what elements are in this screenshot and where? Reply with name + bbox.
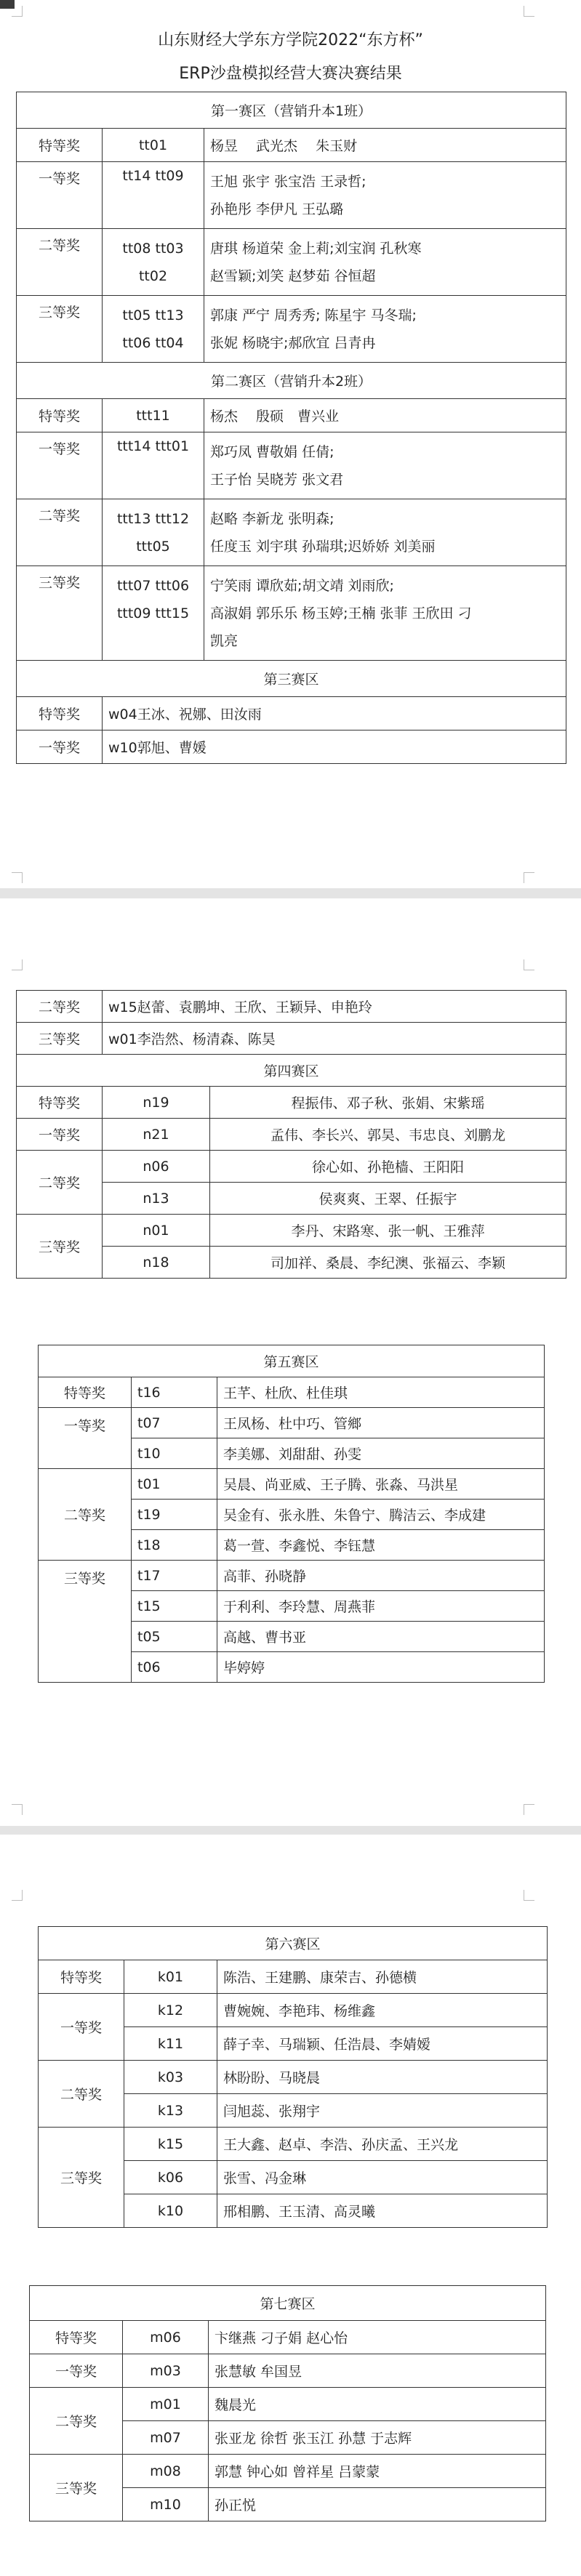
team-id — [103, 566, 204, 661]
team-id: ttt14 ttt01 — [103, 432, 204, 499]
members-line: 高淑娟 郭乐乐 杨玉婷;王楠 张菲 王欣田 刁 — [210, 605, 472, 621]
results-table-sections-1-3 — [16, 92, 566, 764]
section-header: 第七赛区 — [30, 2286, 546, 2321]
award-label: 三等奖 — [39, 1561, 132, 1683]
members: 陈浩、王建鹏、康荣吉、孙德横 — [217, 1960, 548, 1994]
members: 曹婉婉、李艳玮、杨维鑫 — [217, 1994, 548, 2027]
award-label: 一等奖 — [17, 432, 103, 499]
members — [204, 162, 566, 229]
members-line: 赵略 李新龙 张明森; — [210, 510, 334, 527]
award-label: 特等奖 — [17, 1087, 103, 1119]
members-line: 赵雪颖;刘笑 赵梦茹 谷恒超 — [210, 267, 376, 284]
team-id — [103, 296, 204, 363]
members — [204, 432, 566, 499]
team-id: t19 — [132, 1500, 217, 1530]
members: 闫旭蕊、张翔宇 — [217, 2094, 548, 2128]
team-id: t05 — [132, 1622, 217, 1652]
crop-mark — [12, 1804, 23, 1815]
members-line: 孙艳彤 李伊凡 王弘璐 — [210, 201, 344, 217]
award-label: 特等奖 — [39, 1377, 132, 1408]
section-header: 第四赛区 — [17, 1055, 566, 1087]
team-id: m08 — [123, 2455, 209, 2488]
team-id: tt14 tt09 — [103, 162, 204, 229]
team-and-members: w04王冰、祝娜、田汝雨 — [103, 697, 566, 730]
document-title: 山东财经大学东方学院2022“东方杯” — [158, 31, 423, 49]
award-label: 二等奖 — [30, 2388, 123, 2455]
members: 吴金有、张永胜、朱鲁宁、腾洁云、李成建 — [217, 1500, 545, 1530]
award-label: 特等奖 — [30, 2321, 123, 2354]
document-page-2 — [0, 898, 581, 1826]
members: 于利利、李玲慧、周燕菲 — [217, 1591, 545, 1622]
team-and-members: w15赵蕾、袁鹏坤、王欣、王颖异、申艳玲 — [103, 991, 566, 1023]
team-id: k13 — [124, 2094, 217, 2128]
team-id: k01 — [124, 1960, 217, 1994]
members: 张亚龙 徐哲 张玉江 孙慧 于志辉 — [209, 2421, 546, 2455]
members: 吴晨、尚亚威、王子腾、张淼、马洪星 — [217, 1469, 545, 1500]
team-id: n18 — [103, 1247, 210, 1279]
award-label: 三等奖 — [39, 2128, 124, 2228]
team-id: k11 — [124, 2027, 217, 2061]
crop-mark — [12, 1890, 23, 1901]
crop-mark — [524, 1890, 534, 1901]
team-line: tt08 tt03 — [122, 240, 184, 257]
award-label: 二等奖 — [39, 2061, 124, 2128]
team-id: k03 — [124, 2061, 217, 2094]
team-id: tt01 — [103, 129, 204, 162]
team-line: ttt05 — [136, 538, 170, 555]
members — [204, 296, 566, 363]
members: 王凤杨、杜中巧、管鄉 — [217, 1408, 545, 1438]
award-label: 二等奖 — [17, 991, 103, 1023]
team-line: ttt13 ttt12 — [116, 510, 190, 527]
members: 王芊、杜欣、杜佳琪 — [217, 1377, 545, 1408]
section-header: 第三赛区 — [17, 661, 566, 697]
members — [204, 229, 566, 296]
members — [204, 566, 566, 661]
crop-mark — [12, 872, 23, 883]
members: 薛子幸、马瑞颖、任浩晨、李婧嫒 — [217, 2027, 548, 2061]
team-id: t06 — [132, 1652, 217, 1683]
team-and-members: w10郭旭、曹媛 — [103, 730, 566, 764]
team-id: t07 — [132, 1408, 217, 1438]
team-id: ttt11 — [103, 399, 204, 432]
team-id: k10 — [124, 2194, 217, 2228]
award-label: 特等奖 — [17, 697, 103, 730]
award-label: 三等奖 — [17, 296, 103, 363]
members: 王大鑫、赵卓、李浩、孙庆孟、王兴龙 — [217, 2128, 548, 2161]
crop-mark — [12, 959, 23, 970]
award-label: 二等奖 — [17, 499, 103, 566]
team-id: k15 — [124, 2128, 217, 2161]
team-id: k12 — [124, 1994, 217, 2027]
section-header: 第二赛区（营销升本2班） — [17, 363, 566, 399]
team-and-members: w01李浩然、杨清森、陈昊 — [103, 1023, 566, 1055]
results-table-section-7 — [29, 2285, 546, 2521]
members: 孙正悦 — [209, 2488, 546, 2521]
members-line: 郑巧凤 曹敬娟 任倩; — [210, 443, 334, 460]
team-id: t01 — [132, 1469, 217, 1500]
document-subtitle: ERP沙盘模拟经营大赛决赛结果 — [179, 65, 402, 83]
crop-mark — [524, 1804, 534, 1815]
document-page-1 — [0, 0, 581, 888]
members: 李美娜、刘甜甜、孙雯 — [217, 1438, 545, 1469]
members: 郭慧 钟心如 曾祥星 吕蒙蒙 — [209, 2455, 546, 2488]
members: 张慧敏 牟国昱 — [209, 2354, 546, 2388]
members: 毕婷婷 — [217, 1652, 545, 1683]
results-table-section-3-cont — [16, 990, 566, 1055]
section-header: 第一赛区（营销升本1班） — [17, 92, 566, 129]
members: 魏晨光 — [209, 2388, 546, 2421]
members: 林盼盼、马晓晨 — [217, 2061, 548, 2094]
award-label: 特等奖 — [17, 399, 103, 432]
award-label: 二等奖 — [39, 1469, 132, 1561]
crop-mark — [12, 6, 23, 17]
members-line: 凯亮 — [210, 632, 239, 649]
award-label: 特等奖 — [17, 129, 103, 162]
members-line: 宁笑雨 谭欣茹;胡文靖 刘雨欣; — [210, 577, 394, 594]
award-label: 三等奖 — [30, 2455, 123, 2521]
members: 卞继燕 刁子娟 赵心怡 — [209, 2321, 546, 2354]
team-id: n19 — [103, 1087, 210, 1119]
members-line: 郭康 严宁 周秀秀; 陈星宇 马冬瑞; — [210, 307, 417, 323]
team-line: tt02 — [138, 267, 168, 284]
section-header: 第五赛区 — [39, 1345, 545, 1377]
award-label: 三等奖 — [17, 566, 103, 661]
team-line: ttt07 ttt06 — [116, 578, 190, 594]
team-id: t18 — [132, 1530, 217, 1561]
team-line: tt06 tt04 — [122, 334, 184, 351]
members: 司加祥、桑晨、李纪澳、张福云、李颖 — [210, 1247, 566, 1279]
award-label: 一等奖 — [39, 1994, 124, 2061]
award-label: 一等奖 — [17, 1119, 103, 1151]
members-line: 王旭 张宇 张宝浩 王录哲; — [210, 173, 366, 190]
members-line: 唐琪 杨道荣 金上莉;刘宝润 孔秋寒 — [210, 240, 422, 257]
team-id: m03 — [123, 2354, 209, 2388]
award-label: 特等奖 — [39, 1960, 124, 1994]
section-header: 第六赛区 — [39, 1927, 548, 1960]
award-label: 一等奖 — [17, 162, 103, 229]
results-table-section-6 — [38, 1926, 548, 2228]
members: 李丹、宋路寒、张一帆、王雅萍 — [210, 1215, 566, 1247]
members: 张雪、冯金琳 — [217, 2161, 548, 2194]
document-page-3 — [0, 1835, 581, 2576]
award-label: 三等奖 — [17, 1215, 103, 1279]
award-label: 二等奖 — [17, 229, 103, 296]
results-table-section-5 — [38, 1345, 545, 1683]
members: 葛一萱、李鑫悦、李钰慧 — [217, 1530, 545, 1561]
members: 高越、曹书亚 — [217, 1622, 545, 1652]
members: 程振伟、邓子秋、张娟、宋紫瑶 — [210, 1087, 566, 1119]
team-id: n13 — [103, 1183, 210, 1215]
members-line: 任度玉 刘宇琪 孙瑞琪;迟娇娇 刘美丽 — [210, 538, 436, 555]
award-label: 一等奖 — [39, 1408, 132, 1469]
team-id: n06 — [103, 1151, 210, 1183]
team-id: m06 — [123, 2321, 209, 2354]
members: 孟伟、李长兴、郭昊、韦忠良、刘鹏龙 — [210, 1119, 566, 1151]
team-id: k06 — [124, 2161, 217, 2194]
award-label: 三等奖 — [17, 1023, 103, 1055]
team-line: ttt09 ttt15 — [116, 605, 190, 621]
award-label: 一等奖 — [30, 2354, 123, 2388]
team-id — [103, 499, 204, 566]
crop-mark — [524, 959, 534, 970]
members: 邢相鹏、王玉清、高灵曦 — [217, 2194, 548, 2228]
team-id: n01 — [103, 1215, 210, 1247]
team-id: t10 — [132, 1438, 217, 1469]
team-id: t16 — [132, 1377, 217, 1408]
crop-mark — [524, 6, 534, 17]
team-id: m01 — [123, 2388, 209, 2421]
members — [204, 499, 566, 566]
members-line: 张妮 杨晓宇;郝欣宜 吕青冉 — [210, 334, 376, 351]
members-line: 王子怡 吴晓芳 张文君 — [210, 471, 344, 488]
team-id: t17 — [132, 1561, 217, 1591]
team-id: n21 — [103, 1119, 210, 1151]
team-id — [103, 229, 204, 296]
award-label: 二等奖 — [17, 1151, 103, 1215]
members: 杨昱 武光杰 朱玉财 — [204, 129, 566, 162]
members: 高菲、孙晓静 — [217, 1561, 545, 1591]
team-id: m07 — [123, 2421, 209, 2455]
crop-mark — [524, 872, 534, 883]
team-id: t15 — [132, 1591, 217, 1622]
members: 侯爽爽、王翠、任振宇 — [210, 1183, 566, 1215]
results-table-section-4 — [16, 1054, 566, 1279]
members: 徐心如、孙艳樯、王阳阳 — [210, 1151, 566, 1183]
members: 杨杰 殷硕 曹兴业 — [204, 399, 566, 432]
team-line: tt05 tt13 — [122, 307, 184, 323]
award-label: 一等奖 — [17, 730, 103, 764]
team-id: m10 — [123, 2488, 209, 2521]
